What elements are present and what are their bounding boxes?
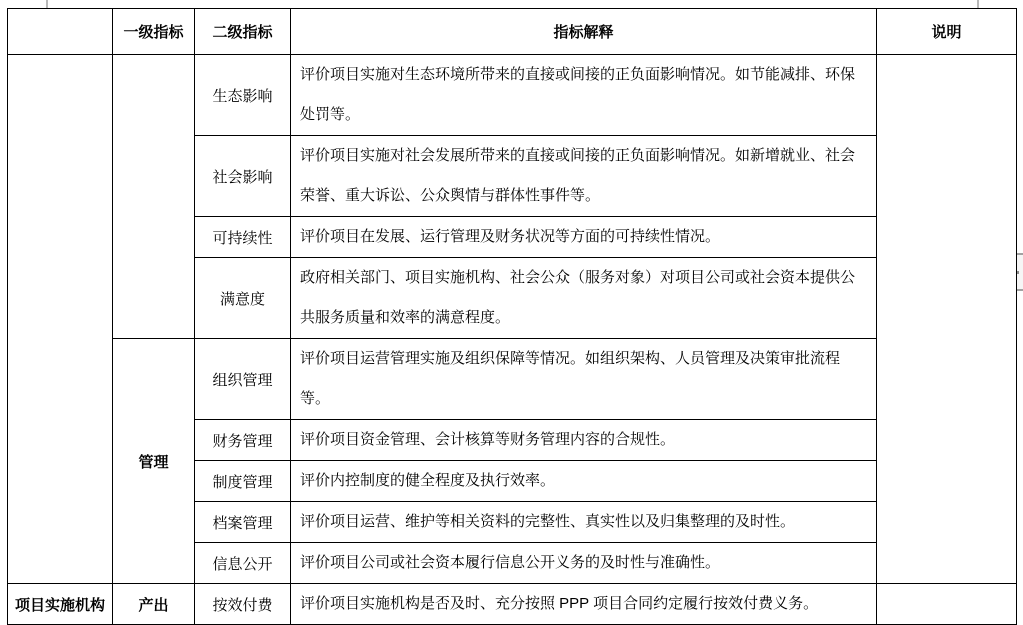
level2-cell: 按效付费 <box>195 584 291 625</box>
explanation-cell: 评价项目运营管理实施及组织保障等情况。如组织架构、人员管理及决策审批流程等。 <box>291 339 877 420</box>
level2-cell: 财务管理 <box>195 420 291 461</box>
level2-cell: 档案管理 <box>195 502 291 543</box>
level2-cell: 信息公开 <box>195 543 291 584</box>
column-gridline-tick <box>977 0 979 8</box>
level1-management-cell: 管理 <box>113 339 195 584</box>
explanation-cell: 评价项目运营、维护等相关资料的完整性、真实性以及归集整理的及时性。 <box>291 502 877 543</box>
header-level1: 一级指标 <box>113 9 195 55</box>
table-row <box>8 339 1017 420</box>
level2-cell: 满意度 <box>195 258 291 339</box>
indicator-table <box>7 8 1017 625</box>
vertical-scrollbar-thumb[interactable] <box>1017 253 1023 291</box>
explanation-cell: 评价项目实施对生态环境所带来的直接或间接的正负面影响情况。如节能减排、环保处罚等。 <box>291 55 877 136</box>
explanation-cell: 评价项目公司或社会资本履行信息公开义务的及时性与准确性。 <box>291 543 877 584</box>
explanation-cell: 评价项目实施对社会发展所带来的直接或间接的正负面影响情况。如新增就业、社会荣誉、重大诉讼、公众舆情与群体性事件等。 <box>291 136 877 217</box>
level2-cell: 可持续性 <box>195 217 291 258</box>
table-row <box>8 55 1017 136</box>
explanation-cell: 评价项目资金管理、会计核算等财务管理内容的合规性。 <box>291 420 877 461</box>
note-empty-cell <box>877 584 1017 625</box>
group-empty-cell <box>8 55 113 584</box>
header-group <box>8 9 113 55</box>
header-row <box>8 9 1017 55</box>
level2-cell: 组织管理 <box>195 339 291 420</box>
column-gridline-tick <box>46 0 48 8</box>
note-empty-cell <box>877 55 1017 584</box>
level1-empty-cell <box>113 55 195 339</box>
table-row <box>8 584 1017 625</box>
level2-cell: 社会影响 <box>195 136 291 217</box>
explanation-cell: 政府相关部门、项目实施机构、社会公众（服务对象）对项目公司或社会资本提供公共服务质量和效率的满意程度。 <box>291 258 877 339</box>
level2-cell: 生态影响 <box>195 55 291 136</box>
header-note: 说明 <box>877 9 1017 55</box>
explanation-cell: 评价项目实施机构是否及时、充分按照 PPP 项目合同约定履行按效付费义务。 <box>291 584 877 625</box>
explanation-cell: 评价项目在发展、运行管理及财务状况等方面的可持续性情况。 <box>291 217 877 258</box>
level2-cell: 制度管理 <box>195 461 291 502</box>
explanation-cell: 评价内控制度的健全程度及执行效率。 <box>291 461 877 502</box>
group-org-cell: 项目实施机构 <box>8 584 113 625</box>
header-level2: 二级指标 <box>195 9 291 55</box>
header-explanation: 指标解释 <box>291 9 877 55</box>
level1-output-cell: 产出 <box>113 584 195 625</box>
